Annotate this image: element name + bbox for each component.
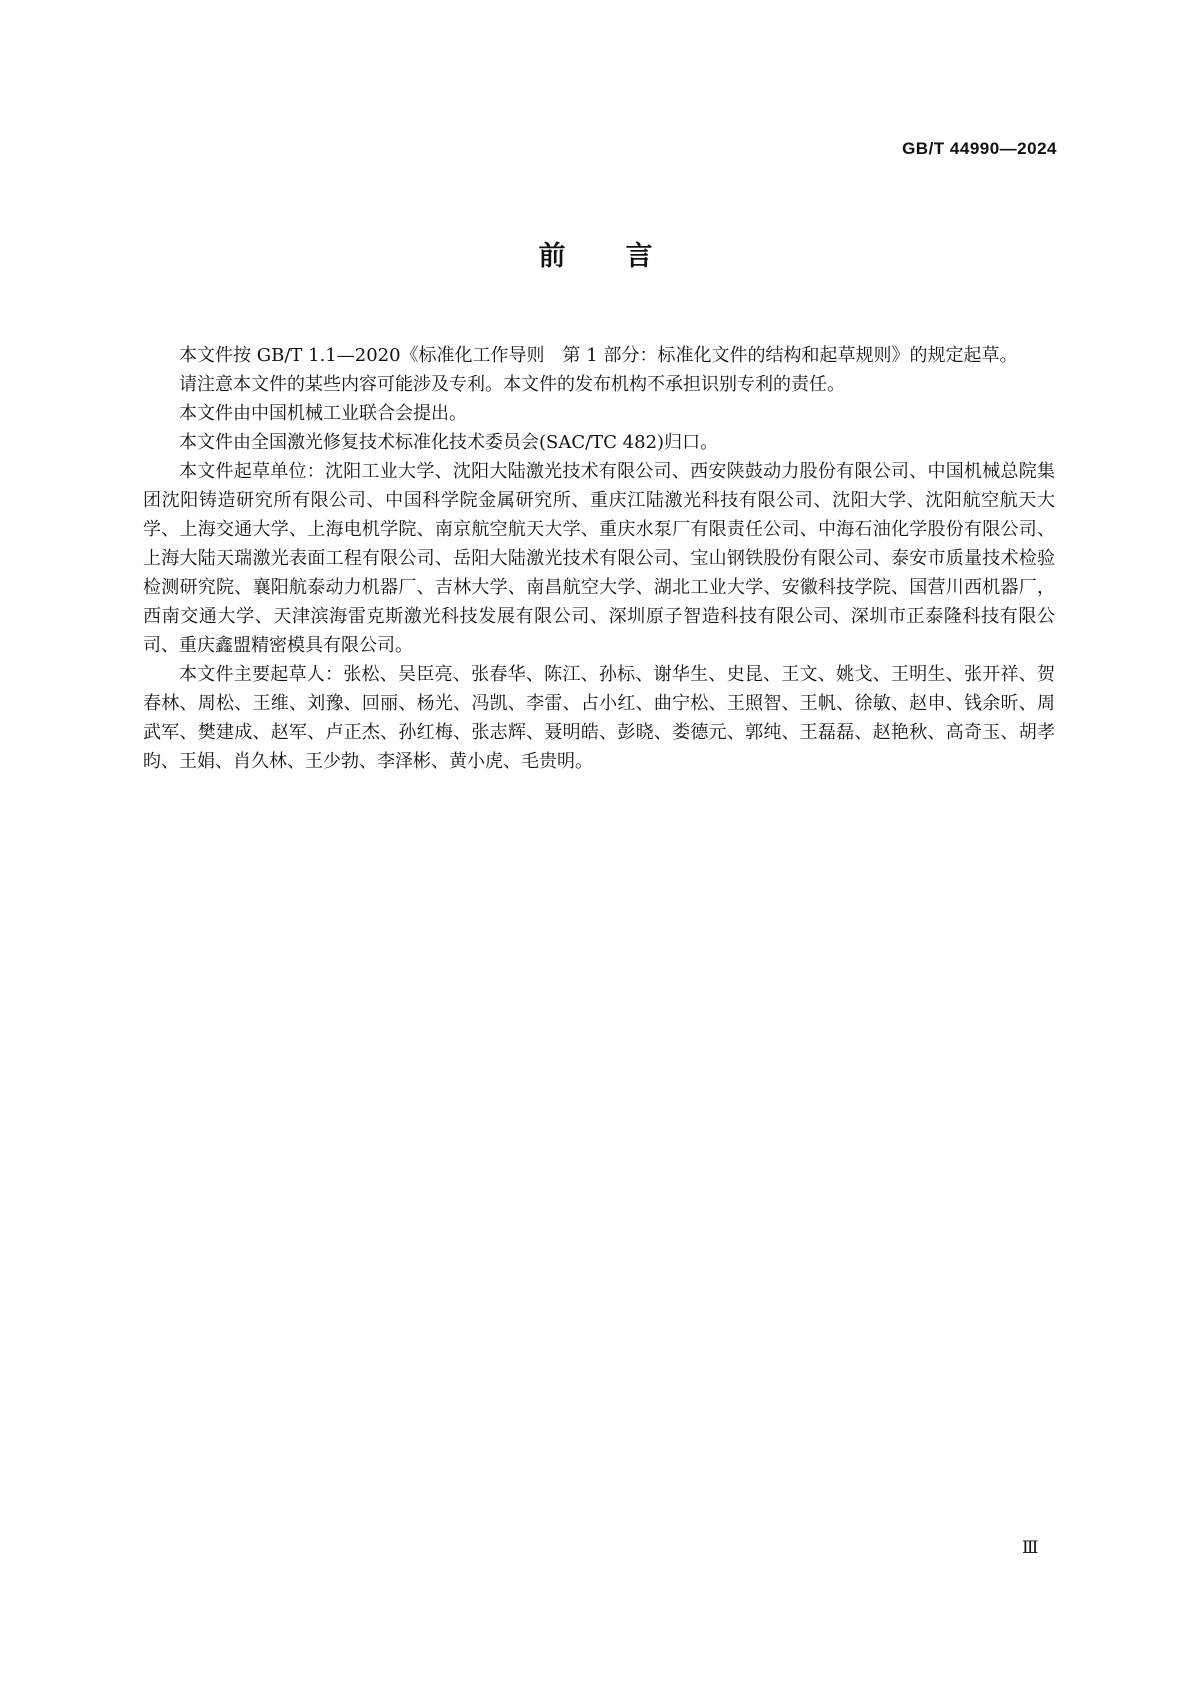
paragraph-proposer: 本文件由中国机械工业联合会提出。 <box>179 403 467 424</box>
paragraph-principal-drafters: 本文件主要起草人：张松、吴臣亮、张春华、陈江、孙标、谢华生、史昆、王文、姚戈、王明生、张开祥、贺春林、周松、王维、刘豫、回丽、杨光、冯凯、李雷、占小红、曲宁松、王照智、王帆、徐敏、赵申、钱余昕、周武军、樊建成、赵军、卢正杰、孙红梅、张志辉、聂明皓、彭晓、娄德元、郭纯、王磊磊、赵艳秋、高奇玉、胡孝昀、王娟、肖久林、王少勃、李泽彬、黄小虎、毛贵明。 <box>143 664 1055 772</box>
foreword-body <box>143 341 1055 776</box>
page-title: 前言 <box>538 241 713 272</box>
page-number: Ⅲ <box>1022 1538 1039 1557</box>
paragraph-drafting-rules: 本文件按 GB/T 1.1—2020《标准化工作导则 第 1 部分：标准化文件的结构和起草规则》的规定起草。 <box>179 345 1018 366</box>
paragraph-drafting-organizations: 本文件起草单位：沈阳工业大学、沈阳大陆激光技术有限公司、西安陕鼓动力股份有限公司、中国机械总院集团沈阳铸造研究所有限公司、中国科学院金属研究所、重庆江陆激光科技有限公司、沈阳大学、沈阳航空航天大学、上海交通大学、上海电机学院、南京航空航天大学、重庆水泵厂有限责任公司、中海石油化学股份有限公司、上海大陆天瑞激光表面工程有限公司、岳阳大陆激光技术有限公司、宝山钢铁股份有限公司、泰安市质量技术检验检测研究院、襄阳航泰动力机器厂、吉林大学、南昌航空大学、湖北工业大学、安徽科技学院、国营川西机器厂，西南交通大学、天津滨海雷克斯激光科技发展有限公司、深圳原子智造科技有限公司、深圳市正泰隆科技有限公司、重庆鑫盟精密模具有限公司。 <box>143 461 1055 656</box>
paragraph-patent-notice: 请注意本文件的某些内容可能涉及专利。本文件的发布机构不承担识别专利的责任。 <box>179 374 845 395</box>
paragraph-technical-committee: 本文件由全国激光修复技术标准化技术委员会(SAC/TC 482)归口。 <box>179 432 719 453</box>
document-number: GB/T 44990—2024 <box>902 139 1057 158</box>
